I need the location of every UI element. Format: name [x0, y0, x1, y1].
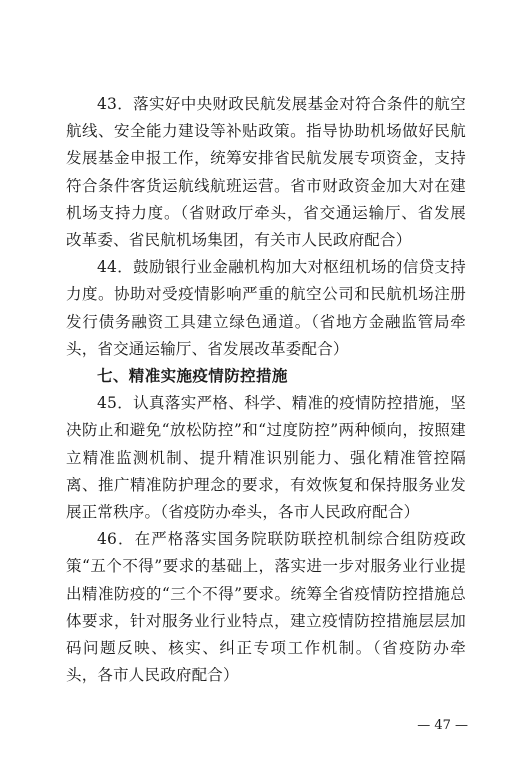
- section-heading: 七、精准实施疫情防控措施: [97, 367, 288, 386]
- paragraph-item-43: 43．落实好中央财政民航发展基金对符合条件的航空航线、安全能力建设等补贴政策。指导协助机场做好民航发展基金申报工作，统筹安排省民航发展专项资金，支持符合条件客货运航线航班运营。省市财政资金加大对在建机场支持力度。（省财政厅牵头，省交通运输厅、省发展改革委、省民航机场集团，有关市人民政府配合）: [66, 95, 466, 250]
- page-number: — 47 —: [417, 718, 468, 733]
- paragraph-item-44: 44．鼓励银行业金融机构加大对枢纽机场的信贷支持力度。协助对受疫情影响严重的航空公司和民航机场注册发行债务融资工具建立绿色通道。（省地方金融监管局牵头，省交通运输厅、省发展改革委配合）: [66, 258, 466, 358]
- paragraph-item-46: 46．在严格落实国务院联防联控机制综合组防疫政策“五个不得”要求的基础上，落实进一步对服务业行业提出精准防疫的“三个不得”要求。统筹全省疫情防控措施总体要求，针对服务业行业特点，建立疫情防控措施层层加码问题反映、核实、纠正专项工作机制。（省疫防办牵头，各市人民政府配合）: [66, 530, 466, 685]
- paragraph-item-45: 45．认真落实严格、科学、精准的疫情防控措施，坚决防止和避免“放松防控”和“过度防控”两种倾向，按照建立精准监测机制、提升精准识别能力、强化精准管控隔离、推广精准防护理念的要求，有效恢复和保持服务业发展正常秩序。（省疫防办牵头，各市人民政府配合）: [66, 394, 466, 522]
- document-body: [66, 91, 466, 689]
